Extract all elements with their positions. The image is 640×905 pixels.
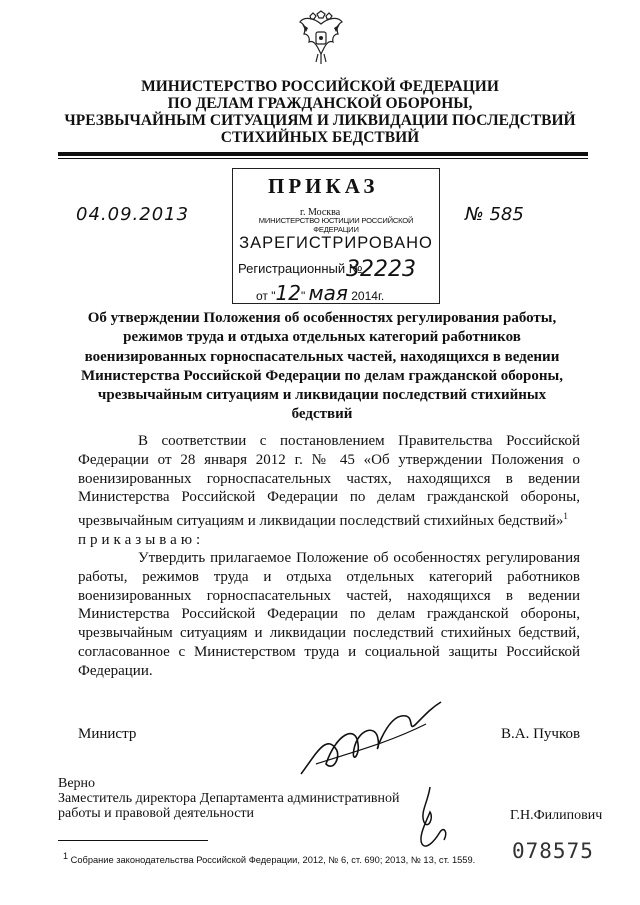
deputy-position-line: Заместитель директора Департамента административной — [58, 791, 400, 806]
stamp-date-day: 12 — [275, 281, 301, 305]
title-line: Об утверждении Положения об особенностях регулирования работы, — [87, 310, 557, 326]
minister-signature — [296, 694, 446, 784]
body-paragraph-1 — [78, 432, 580, 550]
header-thin-rule — [58, 158, 588, 159]
header-thick-rule — [58, 152, 588, 156]
footnote-text: Собрание законодательства Российской Федерации, 2012, № 6, ст. 690; 2013, № 13, ст. 1559. — [70, 855, 476, 866]
stamp-number-label: Регистрационный № — [238, 261, 363, 276]
title-line: режимов труда и отдыха отдельных категорий работников — [123, 329, 521, 346]
stamp-status: ЗАРЕГИСТРИРОВАНО — [239, 234, 433, 252]
footnote — [63, 851, 475, 865]
footnote-mark: 1 — [63, 851, 69, 861]
verno-label: Верно — [58, 776, 96, 791]
body-paragraph-2 — [78, 549, 580, 681]
ministry-header — [60, 78, 580, 146]
doc-type-heading: ПРИКАЗ — [268, 174, 379, 198]
coat-of-arms-emblem — [298, 10, 344, 66]
preamble-text: В соответствии с постановлением Правительства Российской Федерации от 28 января 2012 г. № 45 «Об утверждении Положения о военизированных горноспасательных частях, находящихся в ведении Министерства Российской Федерации по делам гражданской обороны, чрезвычайным ситуациям и ликвидации последствий стихийных бедствий» — [78, 433, 580, 530]
title-line: бедствий — [291, 406, 353, 423]
order-title — [72, 309, 572, 425]
ministry-line: МИНИСТЕРСТВО РОССИЙСКОЙ ФЕДЕРАЦИИ — [141, 78, 499, 95]
stamp-date-mid: " — [300, 289, 309, 303]
stamp-date-month: мая — [308, 281, 348, 305]
stamp-date-prefix: от " — [256, 289, 276, 303]
city-label: г. Москва — [300, 207, 341, 218]
order-number: № 585 — [465, 204, 524, 225]
certification-block — [58, 776, 400, 821]
deputy-signature — [400, 782, 460, 852]
signatory-position: Министр — [78, 726, 137, 742]
ministry-line: СТИХИЙНЫХ БЕДСТВИЙ — [220, 129, 420, 146]
ministry-line: ЧРЕЗВЫЧАЙНЫМ СИТУАЦИЯМ И ЛИКВИДАЦИИ ПОСЛЕДСТВИЙ — [64, 112, 576, 129]
title-line: военизированных горноспасательных частей, находящихся в ведении — [84, 348, 560, 365]
order-word: приказываю: — [78, 531, 205, 548]
order-text: Утвердить прилагаемое Положение об особенностях регулирования работы, режимов труда и отдыха отдельных категорий работников военизированных горноспасательных частей, находящихся в ведении Министерства Российской Федерации по делам гражданской обороны, чрезвычайным ситуациям и ликвидации последствий стихийных бедствий, согласованное с Министерством труда и социальной защиты Российской Федерации. — [78, 550, 580, 679]
ministry-line: ПО ДЕЛАМ ГРАЖДАНСКОЙ ОБОРОНЫ, — [167, 95, 473, 112]
stamp-number: 32223 — [346, 257, 416, 282]
deputy-name: Г.Н.Филипович — [510, 808, 603, 823]
signatory-name: В.А. Пучков — [501, 726, 581, 742]
stamp-date-year: 2014г. — [347, 289, 385, 303]
stamp-org: МИНИСТЕРСТВО ЮСТИЦИИ РОССИЙСКОЙ ФЕДЕРАЦИИ — [258, 216, 414, 234]
footnote-rule — [58, 840, 208, 841]
serial-number: 078575 — [512, 839, 594, 863]
deputy-position-line: работы и правовой деятельности — [58, 806, 255, 821]
order-date: 04.09.2013 — [76, 204, 190, 225]
stamp-date — [256, 281, 384, 305]
footnote-ref: 1 — [563, 511, 568, 522]
title-line: Министерства Российской Федерации по делам гражданской обороны, — [80, 367, 563, 384]
title-line: чрезвычайным ситуациям и ликвидации последствий стихийных — [97, 387, 547, 404]
